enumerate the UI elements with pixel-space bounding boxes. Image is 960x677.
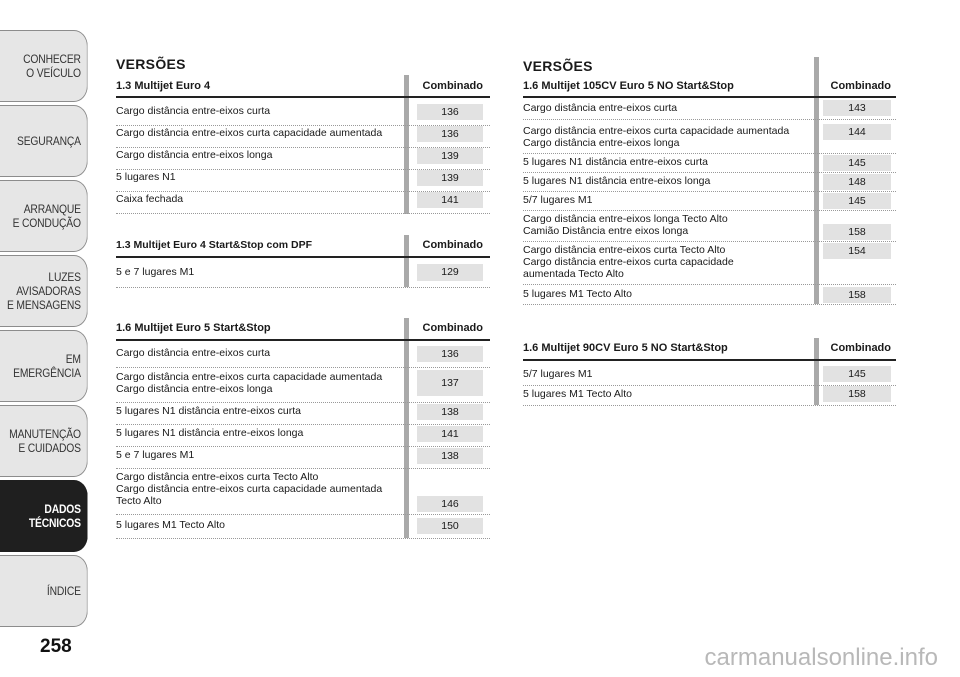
column-header: Combinado <box>422 239 483 251</box>
column-header: Combinado <box>422 322 483 334</box>
column-header: Combinado <box>830 80 891 92</box>
column-bar <box>404 235 409 287</box>
left-section-title: VERSÕES <box>116 56 186 72</box>
column-bar <box>814 57 819 304</box>
tab-em-emergencia[interactable]: EM EMERGÊNCIA <box>0 330 88 402</box>
header-rule <box>523 359 896 361</box>
column-header: Combinado <box>830 342 891 354</box>
table-header: 1.3 Multijet Euro 4 <box>116 80 211 92</box>
table-header: 1.6 Multijet Euro 5 Start&Stop <box>116 322 271 334</box>
tab-arranque-e-conducao[interactable]: ARRANQUE E CONDUÇÃO <box>0 180 88 252</box>
page-number: 258 <box>40 636 72 657</box>
tab-luzes-avisadoras[interactable]: LUZES AVISADORAS E MENSAGENS <box>0 255 88 327</box>
tab-manutencao-e-cuidados[interactable]: MANUTENÇÃO E CUIDADOS <box>0 405 88 477</box>
tab-seguranca[interactable]: SEGURANÇA <box>0 105 88 177</box>
tab-dados-tecnicos[interactable]: DADOS TÉCNICOS <box>0 480 88 552</box>
header-rule <box>116 339 490 341</box>
table-header: 1.6 Multijet 105CV Euro 5 NO Start&Stop <box>523 80 734 92</box>
header-rule <box>116 96 490 98</box>
tab-conhecer-o-veiculo[interactable]: CONHECER O VEÍCULO <box>0 30 88 102</box>
column-bar <box>814 338 819 405</box>
header-rule <box>116 256 490 258</box>
column-header: Combinado <box>422 80 483 92</box>
table-header: 1.6 Multijet 90CV Euro 5 NO Start&Stop <box>523 342 728 354</box>
tab-indice[interactable]: ÍNDICE <box>0 555 88 627</box>
table-header: 1.3 Multijet Euro 4 Start&Stop com DPF <box>116 239 313 251</box>
right-section-title: VERSÕES <box>523 58 593 74</box>
header-rule <box>523 96 896 98</box>
column-bar <box>404 318 409 538</box>
watermark: carmanualsonline.info <box>704 644 938 671</box>
